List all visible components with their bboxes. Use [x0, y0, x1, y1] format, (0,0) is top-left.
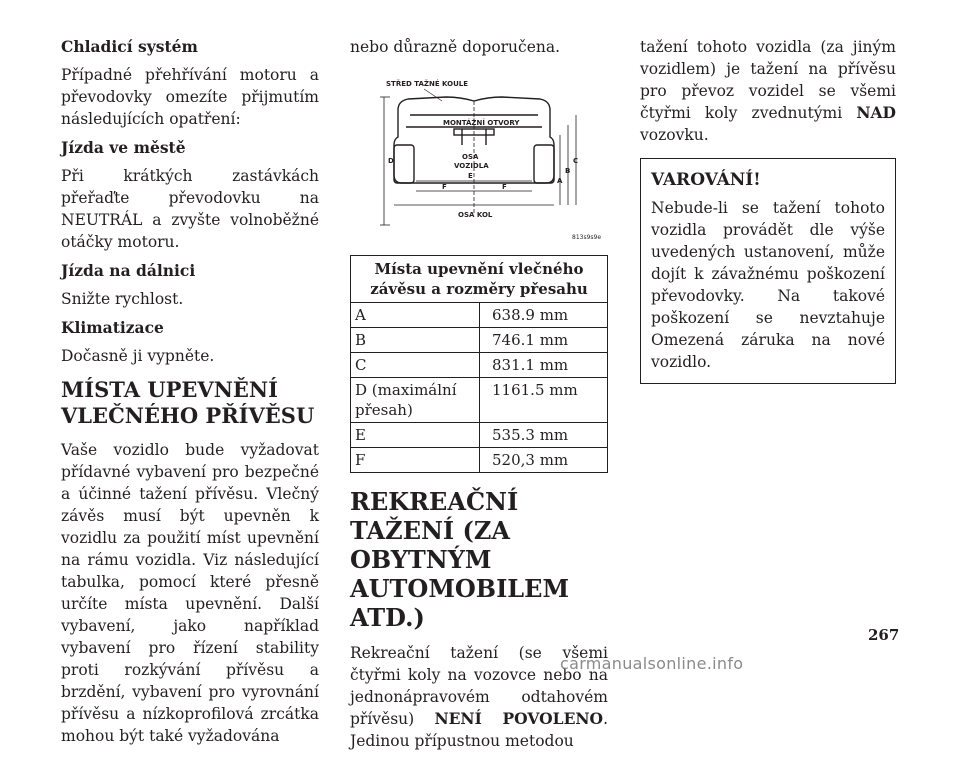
hitch-diagram-svg	[350, 65, 608, 245]
text-rv-part-a: Rekreační tažení (se všemi čtyřmi koly na vozovce nebo na jednonápravovém odtahovém přívěsu)	[350, 644, 608, 728]
letter-d: D	[388, 157, 394, 165]
warning-title: VAROVÁNÍ!	[651, 170, 761, 190]
heading-recreational-towing: REKREAČNÍ TAŽENÍ (ZA OBYTNÝM AUTOMOBILEM ATD.)	[350, 487, 570, 632]
table-value: 638.9 mm	[480, 303, 608, 328]
text-cooling: Případné přehřívání motoru a převodovky omezíte přijmutím následujících opatření:	[61, 66, 319, 128]
table-row	[351, 303, 608, 328]
label-axis-1: OSA	[462, 153, 479, 161]
text-rv-not-allowed: NENÍ POVOLENO	[434, 709, 604, 728]
label-axis-2: VOZIDLA	[454, 162, 489, 170]
label-wheel-axis: OSA KOL	[458, 211, 493, 219]
table-key: C	[351, 353, 480, 378]
heading-ac: Klimatizace	[61, 318, 164, 337]
text-city: Při krátkých zastávkách přeřaďte převodovku na NEUTRÁL a zvyšte volnoběžné otáčky motoru.	[61, 167, 319, 251]
warning-box	[640, 158, 896, 384]
table-row	[351, 448, 608, 473]
table-row	[351, 378, 608, 423]
table-value: 746.1 mm	[480, 328, 608, 353]
dimension-table	[350, 255, 608, 473]
table-header: Místa upevnění vlečného závěsu a rozměry přesahu	[351, 256, 608, 303]
table-row	[351, 328, 608, 353]
heading-cooling: Chladicí systém	[61, 37, 198, 56]
letter-f-left: F	[442, 183, 447, 191]
table-row	[351, 423, 608, 448]
text-continued-right	[640, 36, 896, 146]
text-rv-part-b: . Jedinou přípustnou metodou	[350, 710, 608, 750]
table-value: 520,3 mm	[480, 448, 608, 473]
watermark: carmanualsonline.info	[560, 654, 744, 673]
table-value: 1161.5 mm	[480, 378, 608, 423]
table-row	[351, 353, 608, 378]
letter-a: A	[557, 177, 563, 185]
text-mount-points: Vaše vozidlo bude vyžadovat přídavné vybavení pro bezpečné a účinné tažení přívěsu. Vlečný závěs musí být upevněn k vozidlu za použití míst upevnění na rámu vozidla. Viz následující tabulka, pomocí které přesně určíte místa upevnění. Další vybavení, jako například vybavení pro řízení stability proti rozkývání přívěsu a brzdění, vybavení pro vyrovnání přívěsu a nízkoprofilová zrcátka mohou být také vyžadována	[61, 441, 319, 745]
letter-c: C	[573, 157, 579, 165]
heading-city: Jízda ve městě	[61, 138, 186, 157]
text-cont-bold: NAD	[856, 103, 896, 122]
text-cont-part-a: tažení tohoto vozidla (za jiným vozidlem) je tažení na přívěsu pro převoz vozidel se všemi čtyřmi koly zvednutými	[640, 38, 896, 122]
heading-mount-points: MÍSTA UPEVNĚNÍ VLEČNÉHO PŘÍVĚSU	[61, 377, 315, 428]
table-key: F	[351, 448, 480, 473]
table-key: B	[351, 328, 480, 353]
letter-b: B	[565, 167, 571, 175]
text-cont-part-b: vozovku.	[640, 126, 709, 144]
table-key: E	[351, 423, 480, 448]
column-middle	[350, 36, 608, 759]
table-key: D (maximální přesah)	[351, 378, 480, 423]
page-number: 267	[868, 626, 900, 644]
label-mounting-holes: MONTÁŽNÍ OTVORY	[443, 119, 520, 127]
text-continued: nebo důrazně doporučena.	[350, 38, 561, 56]
table-key: A	[351, 303, 480, 328]
figure-code: 813s9s9e	[572, 234, 602, 241]
heading-highway: Jízda na dálnici	[61, 261, 196, 280]
column-right	[640, 36, 896, 384]
text-highway: Snižte rychlost.	[61, 290, 184, 308]
warning-text: Nebude-li se tažení tohoto vozidla provádět dle výše uvedených ustanovení, může dojít k závažnému poškození převodovky. Na takové poškození se nevztahuje Omezená záruka na nové vozidlo.	[651, 199, 885, 371]
text-ac: Dočasně ji vypněte.	[61, 347, 215, 365]
letter-e: E	[468, 172, 473, 180]
table-value: 535.3 mm	[480, 423, 608, 448]
hitch-diagram	[350, 65, 608, 245]
column-left	[61, 36, 319, 754]
table-value: 831.1 mm	[480, 353, 608, 378]
label-hitch-center: STŘED TAŽNÉ KOULE	[386, 80, 469, 88]
letter-f-right: F	[502, 183, 507, 191]
